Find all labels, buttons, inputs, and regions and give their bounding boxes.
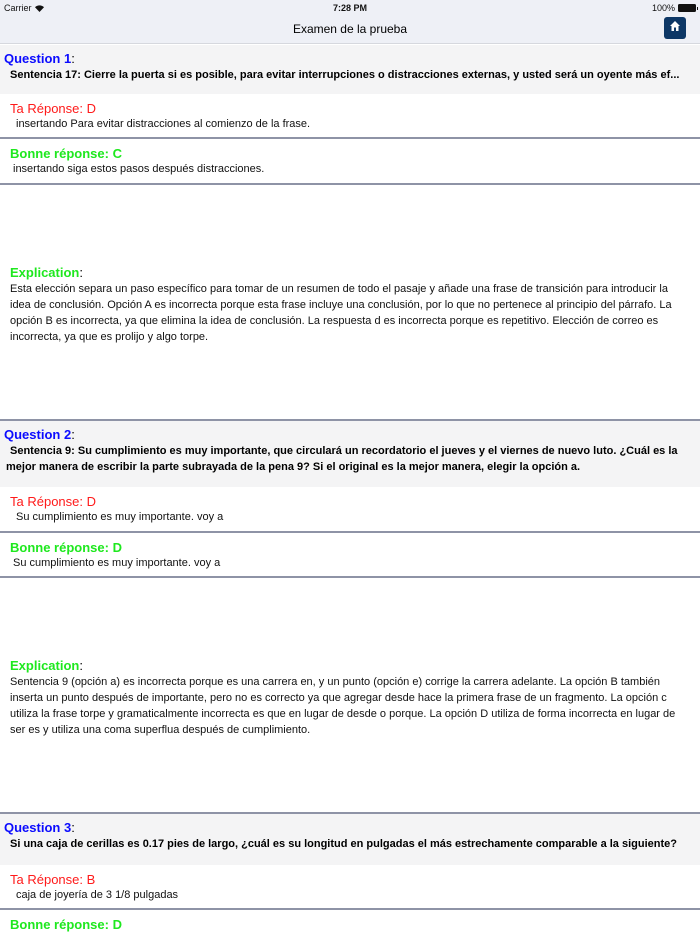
- your-answer-text: insertando Para evitar distracciones al comienzo de la frase.: [16, 118, 311, 130]
- correct-answer-row: [0, 139, 700, 185]
- your-answer-text: Su cumplimiento es muy importante. voy a: [16, 511, 224, 523]
- review-list[interactable]: [0, 45, 700, 934]
- your-answer-label: Ta Réponse: D: [10, 494, 96, 509]
- your-answer-row: [0, 487, 700, 533]
- question-text: Sentencia 17: Cierre la puerta si es posible, para evitar interrupciones o distracciones externas, y usted será un oyente más ef...: [10, 69, 680, 81]
- status-bar: [0, 0, 700, 16]
- your-answer-label: Ta Réponse: D: [10, 101, 96, 116]
- your-answer-row: [0, 865, 700, 910]
- battery-indicator: [652, 3, 696, 13]
- explication-text: Esta elección separa un paso específico para tomar de un resumen de todo el pasaje y añade una frase de transición para introducir la idea de conclusión. Opción A es incorrecta porque esta frase incluye una conclusión, por lo que no pertenece al principio del párrafo. La opción B es incorrecta, ya que elimina la idea de conclusión. La respuesta d es incorrecta porque es repetitivo. Elección de correo es incorrecta, ya que es prolijo y algo torpe.: [10, 283, 672, 343]
- correct-answer-row: [0, 533, 700, 578]
- question-label: Question 1:: [4, 51, 75, 66]
- correct-answer-row: [0, 910, 700, 934]
- carrier-label: Carrier: [4, 3, 32, 13]
- correct-answer-text: insertando siga estos pasos después distracciones.: [13, 163, 265, 175]
- correct-answer-label: Bonne réponse: D: [10, 540, 122, 555]
- question-text: Sentencia 9: Su cumplimiento es muy importante, que circulará un recordatorio el jueves y el viernes de nuevo luto. ¿Cuál es la mejor manera de escribir la parte subrayada de la pena 9? Si el original es la mejor manera, elegir la opción a.: [6, 445, 678, 473]
- explication-block: [0, 578, 700, 814]
- status-time: 7:28 PM: [332, 3, 367, 13]
- explication-label: Explication:: [10, 658, 83, 673]
- your-answer-text: caja de joyería de 3 1/8 pulgadas: [16, 889, 179, 901]
- question-1-header: [0, 45, 700, 94]
- question-label: Question 2:: [4, 427, 75, 442]
- your-answer-row: [0, 94, 700, 139]
- battery-icon: [678, 4, 696, 12]
- navigation-bar: [0, 16, 700, 44]
- correct-answer-text: Su cumplimiento es muy importante. voy a: [13, 557, 221, 569]
- home-icon: [669, 19, 681, 37]
- correct-answer-label: Bonne réponse: C: [10, 146, 122, 161]
- explication-text: Sentencia 9 (opción a) es incorrecta porque es una carrera en, y un punto (opción e) corrige la carrera adelante. La opción B también inserta un punto después de importante, pero no es correcto ya que agregar desde hace la primera frase de un fragmento. La opción c utiliza la frase torpe y gramaticalmente incorrecta es que en lugar de desde o porque. La opción D utiliza de forma incorrecta en lugar de ser es y utiliza una coma superflua después de cumplimiento.: [10, 676, 676, 736]
- question-3-header: [0, 814, 700, 865]
- question-2-header: [0, 421, 700, 487]
- explication-block: [0, 185, 700, 421]
- home-button[interactable]: [664, 17, 686, 39]
- battery-percent: 100%: [651, 3, 675, 13]
- correct-answer-label: Bonne réponse: D: [10, 917, 122, 932]
- question-label: Question 3:: [4, 820, 75, 835]
- explication-label: Explication:: [10, 265, 83, 280]
- question-text: Si una caja de cerillas es 0.17 pies de largo, ¿cuál es su longitud en pulgadas el más estrechamente comparable a la siguiente?: [10, 838, 677, 850]
- your-answer-label: Ta Réponse: B: [10, 872, 96, 887]
- page-title: Examen de la prueba: [292, 22, 408, 36]
